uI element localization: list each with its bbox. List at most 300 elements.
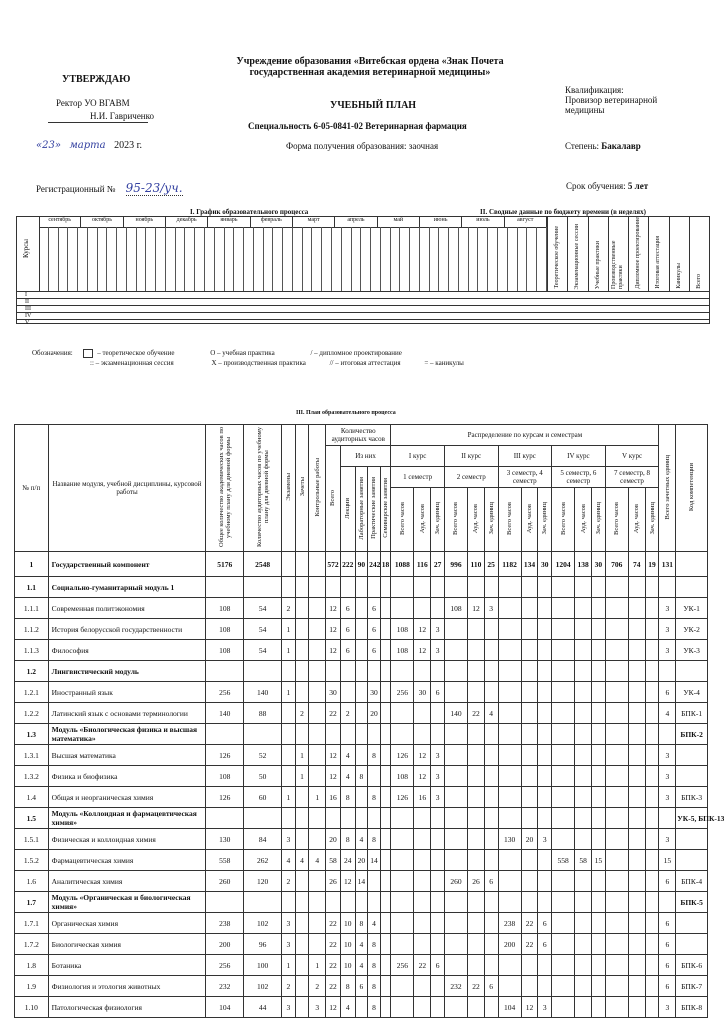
row-cell — [380, 724, 391, 745]
row-cell — [444, 934, 467, 955]
row-cell — [645, 934, 659, 955]
row-cell — [575, 808, 592, 829]
week-column — [195, 227, 205, 291]
row-discipline-name: Физиология и этология животных — [48, 976, 206, 997]
row-cell — [391, 976, 414, 997]
row-cell — [538, 598, 552, 619]
sub-col-label: Всего часов — [398, 502, 406, 535]
row-cell — [628, 955, 645, 976]
row-cell: 6 — [659, 913, 676, 934]
row-cell — [575, 871, 592, 892]
row-cell — [498, 598, 521, 619]
row-cell: 25 — [484, 552, 498, 577]
row-cell — [605, 808, 628, 829]
row-cell — [521, 598, 538, 619]
row-cell — [628, 703, 645, 724]
row-cell — [355, 682, 368, 703]
row-discipline-name: Аналитическая химия — [48, 871, 206, 892]
legend-production: Х – производственная практика — [211, 359, 306, 367]
month-6: март — [293, 217, 335, 227]
row-cell — [552, 766, 575, 787]
row-cell: БПК-7 — [676, 976, 708, 997]
row-cell — [431, 829, 445, 850]
row-cell — [206, 661, 244, 682]
row-cell: 60 — [244, 787, 282, 808]
summary-col-label: Учебные практики — [594, 240, 601, 289]
row-cell: 30 — [368, 682, 381, 703]
row-cell — [538, 619, 552, 640]
row-cell — [605, 745, 628, 766]
row-cell — [380, 640, 391, 661]
weeks-row — [39, 227, 547, 291]
row-cell — [414, 808, 431, 829]
row-cell: 12 — [326, 619, 341, 640]
course-1: I курс — [391, 446, 445, 467]
row-cell — [391, 724, 414, 745]
row-discipline-name: Современная политэкономия — [48, 598, 206, 619]
week-column — [146, 227, 156, 291]
row-cell: 30 — [414, 682, 431, 703]
row-cell: 260 — [444, 871, 467, 892]
row-cell — [326, 577, 341, 598]
row-cell: 2 — [282, 598, 296, 619]
row-number: 1.7.1 — [15, 913, 49, 934]
row-cell — [444, 850, 467, 871]
week-column — [205, 227, 215, 291]
col-lectures — [340, 467, 355, 552]
row-cell: 26 — [468, 871, 485, 892]
row-cell — [659, 724, 676, 745]
row-cell — [380, 955, 391, 976]
row-discipline-name: Физика и биофизика — [48, 766, 206, 787]
row-cell — [468, 997, 485, 1018]
row-cell — [575, 661, 592, 682]
col-labs — [355, 467, 368, 552]
row-cell: 8 — [355, 766, 368, 787]
row-cell — [605, 976, 628, 997]
sub-col-0 — [605, 488, 628, 552]
row-cell — [340, 892, 355, 913]
registration — [36, 181, 183, 195]
row-cell — [552, 787, 575, 808]
row-cell — [628, 871, 645, 892]
row-cell — [295, 682, 309, 703]
row-cell — [605, 997, 628, 1018]
row-cell — [521, 724, 538, 745]
row-number: 1.1.2 — [15, 619, 49, 640]
week-column — [537, 227, 547, 291]
row-cell — [521, 808, 538, 829]
legend-practice: О – учебная практика — [210, 349, 275, 357]
row-cell — [575, 640, 592, 661]
week-column — [352, 227, 362, 291]
row-cell — [676, 766, 708, 787]
row-cell — [368, 892, 381, 913]
row-cell — [431, 724, 445, 745]
row-cell — [645, 619, 659, 640]
row-cell — [676, 913, 708, 934]
row-cell — [244, 577, 282, 598]
row-cell: 1204 — [552, 552, 575, 577]
row-number: 1.9 — [15, 976, 49, 997]
row-cell — [468, 850, 485, 871]
row-cell — [628, 577, 645, 598]
row-number: 1.3.1 — [15, 745, 49, 766]
row-cell — [484, 850, 498, 871]
course-4: IV курс — [552, 446, 606, 467]
row-discipline-name: Органическая химия — [48, 913, 206, 934]
row-cell — [309, 661, 326, 682]
summary-col-2 — [589, 217, 609, 291]
row-cell: 12 — [340, 871, 355, 892]
date-month: марта — [69, 140, 106, 151]
row-cell — [295, 577, 309, 598]
col-control-label: Контрольные работы — [313, 457, 321, 517]
col-credits-label: Зачеты — [298, 477, 306, 497]
row-cell: 6 — [659, 955, 676, 976]
row-cell — [414, 703, 431, 724]
col-seminar — [380, 467, 391, 552]
sub-col-2 — [645, 488, 659, 552]
row-cell — [368, 577, 381, 598]
sub-col-label: Всего часов — [506, 502, 514, 535]
row-cell — [498, 871, 521, 892]
row-cell — [498, 850, 521, 871]
row-cell — [309, 703, 326, 724]
institution-line-2: государственная академия ветеринарной медицины» — [249, 67, 491, 78]
col-practical-label: Практические занятия — [370, 477, 378, 539]
row-cell: 232 — [206, 976, 244, 997]
legend-holidays: = – каникулы — [424, 359, 464, 367]
plan-row — [15, 850, 708, 871]
row-cell — [552, 619, 575, 640]
row-cell — [380, 871, 391, 892]
row-cell: 134 — [521, 552, 538, 577]
row-cell — [309, 598, 326, 619]
term-value: 5 лет — [627, 181, 649, 191]
row-cell — [295, 619, 309, 640]
row-cell — [605, 913, 628, 934]
summary-col-label: Каникулы — [675, 263, 682, 289]
row-cell — [628, 850, 645, 871]
row-cell: 3 — [431, 787, 445, 808]
row-number: 1.2.1 — [15, 682, 49, 703]
row-cell — [282, 892, 296, 913]
row-cell: 12 — [326, 640, 341, 661]
row-cell — [309, 577, 326, 598]
education-plan-table — [14, 424, 724, 1018]
row-discipline-name: Социально-гуманитарный модуль 1 — [48, 577, 206, 598]
row-cell — [592, 955, 606, 976]
row-number: 1.8 — [15, 955, 49, 976]
row-cell — [444, 640, 467, 661]
row-cell — [628, 934, 645, 955]
row-cell — [468, 934, 485, 955]
row-cell — [645, 997, 659, 1018]
col-all-label: Всего — [329, 489, 337, 506]
sub-col-0 — [552, 488, 575, 552]
course-row — [17, 312, 709, 319]
row-cell — [592, 997, 606, 1018]
row-cell: 108 — [444, 598, 467, 619]
row-cell: 232 — [444, 976, 467, 997]
row-cell — [431, 703, 445, 724]
row-cell — [309, 829, 326, 850]
row-cell: 16 — [326, 787, 341, 808]
week-column — [381, 227, 391, 291]
week-column — [156, 227, 166, 291]
row-cell: 6 — [538, 913, 552, 934]
qualification-value: Провизор ветеринарной медицины — [565, 95, 658, 115]
row-cell: 3 — [538, 997, 552, 1018]
row-cell — [645, 682, 659, 703]
row-cell — [538, 661, 552, 682]
week-column — [117, 227, 127, 291]
row-cell: 12 — [521, 997, 538, 1018]
row-number: 1 — [15, 552, 49, 577]
summary-col-7 — [690, 217, 710, 291]
row-cell — [628, 976, 645, 997]
sub-col-label: Зач. единиц — [434, 502, 442, 535]
row-cell — [628, 682, 645, 703]
week-column — [371, 227, 381, 291]
row-cell — [295, 724, 309, 745]
row-cell — [575, 724, 592, 745]
degree-label: Степень: — [565, 141, 600, 151]
row-cell — [431, 997, 445, 1018]
week-column — [78, 227, 88, 291]
row-cell — [282, 661, 296, 682]
summary-col-label: Всего — [695, 274, 702, 289]
row-cell: 22 — [468, 703, 485, 724]
row-cell — [309, 640, 326, 661]
row-cell: 260 — [206, 871, 244, 892]
row-cell — [552, 682, 575, 703]
row-cell — [295, 892, 309, 913]
row-cell — [309, 808, 326, 829]
col-total-credits-label: Всего зачетных единиц — [663, 454, 671, 520]
row-cell — [380, 577, 391, 598]
row-cell — [340, 577, 355, 598]
row-cell — [468, 577, 485, 598]
row-cell — [414, 661, 431, 682]
month-0: сентябрь — [39, 217, 81, 227]
row-cell: 4 — [355, 955, 368, 976]
row-cell — [605, 724, 628, 745]
row-cell: 22 — [326, 703, 341, 724]
row-cell — [295, 787, 309, 808]
row-cell — [498, 640, 521, 661]
row-number: 1.7 — [15, 892, 49, 913]
row-number: 1.2 — [15, 661, 49, 682]
sub-col-1 — [414, 488, 431, 552]
row-cell — [414, 577, 431, 598]
row-discipline-name: Высшая математика — [48, 745, 206, 766]
row-cell — [575, 577, 592, 598]
row-cell: 3 — [282, 934, 296, 955]
row-cell: 108 — [391, 766, 414, 787]
sub-col-0 — [391, 488, 414, 552]
row-cell — [468, 724, 485, 745]
row-cell — [444, 808, 467, 829]
row-cell — [645, 808, 659, 829]
row-cell — [498, 892, 521, 913]
row-cell — [592, 682, 606, 703]
row-cell: 3 — [659, 829, 676, 850]
row-cell — [538, 703, 552, 724]
row-cell: 30 — [326, 682, 341, 703]
row-cell: 131 — [659, 552, 676, 577]
week-column — [254, 227, 264, 291]
row-cell — [244, 892, 282, 913]
row-cell — [355, 598, 368, 619]
row-cell — [468, 829, 485, 850]
row-cell — [355, 619, 368, 640]
row-cell — [645, 640, 659, 661]
week-column — [469, 227, 479, 291]
col-aud-hours — [244, 425, 282, 552]
row-cell — [575, 976, 592, 997]
week-column — [59, 227, 69, 291]
row-cell — [444, 892, 467, 913]
row-cell: 8 — [368, 829, 381, 850]
row-cell — [295, 640, 309, 661]
row-cell — [552, 724, 575, 745]
row-cell — [552, 934, 575, 955]
course-row — [17, 319, 709, 326]
row-cell — [355, 577, 368, 598]
row-cell: 30 — [538, 552, 552, 577]
course-2: II курс — [444, 446, 498, 467]
theory-box-icon — [83, 349, 93, 358]
row-cell: БПК-1 — [676, 703, 708, 724]
row-cell: 6 — [368, 640, 381, 661]
summary-col-label: Экзаменационные сессии — [574, 223, 581, 289]
row-cell: 262 — [244, 850, 282, 871]
col-aud-count: Количество аудиторных часов — [326, 425, 391, 446]
row-cell — [468, 955, 485, 976]
row-cell — [484, 766, 498, 787]
row-cell: УК-4 — [676, 682, 708, 703]
plan-row — [15, 976, 708, 997]
row-cell — [295, 808, 309, 829]
row-cell: 20 — [368, 703, 381, 724]
date-year: 2023 г. — [114, 140, 143, 151]
summary-col-5 — [649, 217, 669, 291]
summary-title: II. Сводные данные по бюджету времени (в неделях) — [480, 208, 646, 216]
row-cell: 110 — [468, 552, 485, 577]
row-cell: 96 — [244, 934, 282, 955]
row-cell — [645, 976, 659, 997]
plan-row — [15, 766, 708, 787]
courses-header — [17, 217, 40, 291]
row-cell: 238 — [206, 913, 244, 934]
row-cell — [552, 808, 575, 829]
row-cell — [575, 766, 592, 787]
row-cell — [484, 808, 498, 829]
row-cell — [498, 787, 521, 808]
row-cell — [521, 766, 538, 787]
sub-col-label: Ауд. часов — [472, 503, 480, 534]
row-cell — [380, 703, 391, 724]
row-cell — [552, 871, 575, 892]
row-cell — [309, 682, 326, 703]
week-column — [293, 227, 303, 291]
course-row — [17, 305, 709, 312]
col-practical — [368, 467, 381, 552]
row-cell — [592, 661, 606, 682]
row-cell — [552, 577, 575, 598]
row-cell — [309, 745, 326, 766]
row-cell: 3 — [659, 640, 676, 661]
week-column — [508, 227, 518, 291]
row-cell — [538, 955, 552, 976]
col-total-hours — [206, 425, 244, 552]
week-column — [430, 227, 440, 291]
week-column — [322, 227, 332, 291]
row-cell — [538, 976, 552, 997]
row-cell — [414, 934, 431, 955]
plan-row — [15, 682, 708, 703]
row-cell — [326, 724, 341, 745]
row-cell: 3 — [282, 829, 296, 850]
sub-col-label: Ауд. часов — [579, 503, 587, 534]
row-cell — [468, 682, 485, 703]
row-cell — [659, 808, 676, 829]
row-cell — [391, 934, 414, 955]
row-cell — [368, 766, 381, 787]
row-cell — [484, 682, 498, 703]
row-cell — [309, 913, 326, 934]
course-row-label: V — [25, 320, 30, 326]
row-cell: 3 — [538, 829, 552, 850]
row-cell — [645, 598, 659, 619]
row-cell: 4 — [282, 850, 296, 871]
row-cell: 8 — [368, 955, 381, 976]
qualification — [565, 85, 695, 115]
row-cell — [575, 997, 592, 1018]
row-cell — [326, 661, 341, 682]
row-cell: 88 — [244, 703, 282, 724]
row-cell — [468, 766, 485, 787]
row-cell — [676, 745, 708, 766]
row-cell: УК-1 — [676, 598, 708, 619]
row-cell — [645, 850, 659, 871]
legend-theory: – теоретическое обучение — [97, 349, 175, 357]
col-labs-label: Лабораторные занятия — [357, 476, 365, 540]
row-cell: 8 — [368, 934, 381, 955]
row-cell: 8 — [340, 787, 355, 808]
row-cell: 108 — [206, 619, 244, 640]
week-column — [459, 227, 469, 291]
row-cell — [380, 997, 391, 1018]
row-cell — [575, 892, 592, 913]
row-cell — [391, 829, 414, 850]
row-cell — [552, 913, 575, 934]
row-cell — [380, 934, 391, 955]
row-cell — [552, 661, 575, 682]
row-cell — [355, 745, 368, 766]
col-exams — [282, 425, 296, 552]
row-cell — [628, 829, 645, 850]
row-cell: 2 — [282, 976, 296, 997]
row-cell: 14 — [355, 871, 368, 892]
row-discipline-name: История белорусской государственности — [48, 619, 206, 640]
approval-date — [36, 140, 142, 151]
row-cell: 22 — [414, 955, 431, 976]
row-cell — [484, 913, 498, 934]
row-cell — [414, 871, 431, 892]
